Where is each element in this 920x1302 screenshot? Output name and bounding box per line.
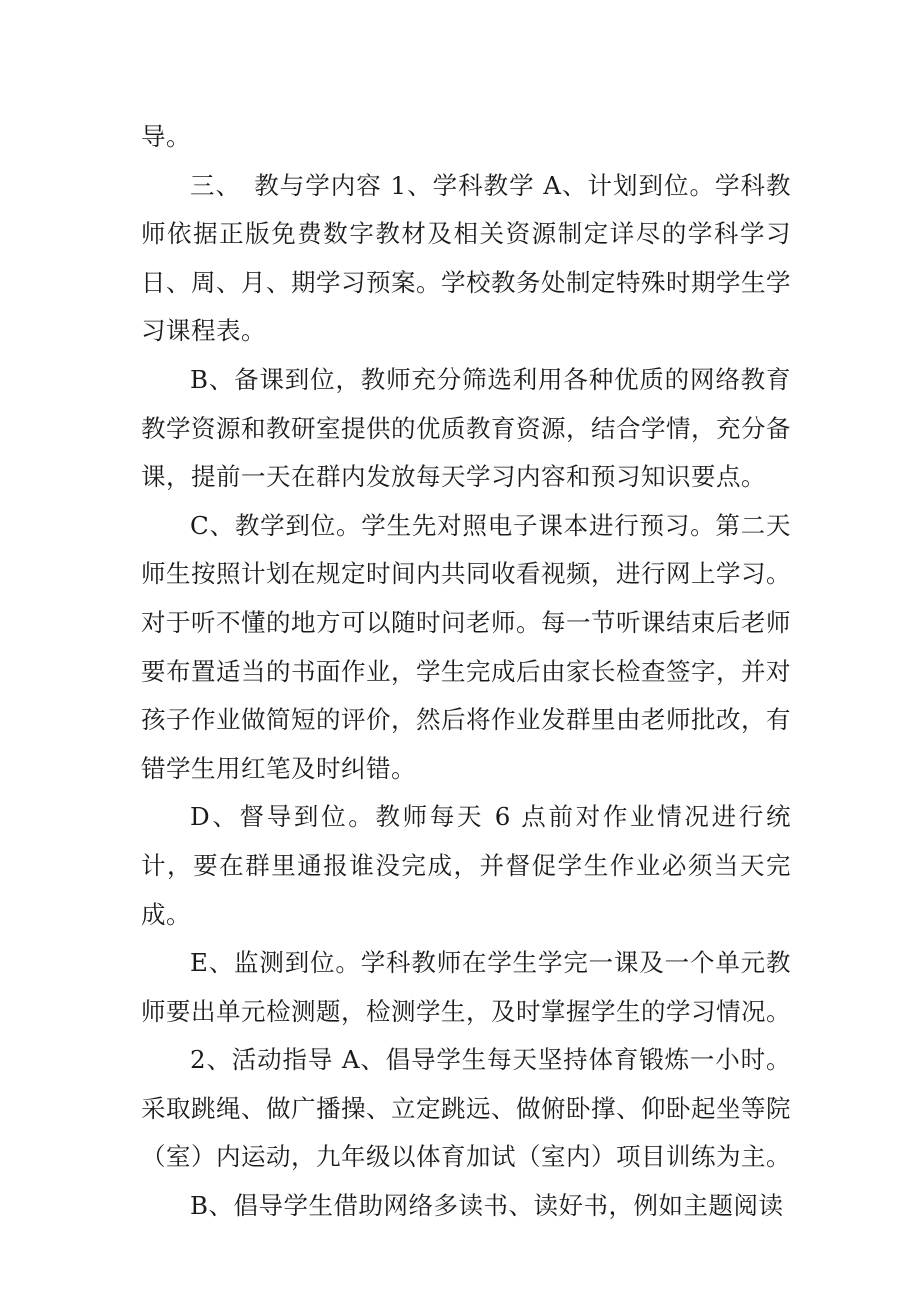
document-body [141, 113, 791, 1231]
paragraph-reading: B、倡导学生借助网络多读书、读好书，例如主题阅读 [190, 1191, 784, 1221]
paragraph-supervision: D、督导到位。教师每天 6 点前对作业情况进行统计，要在群里通报谁没完成，并督促学生作业必须当天完成。 [141, 802, 791, 929]
paragraph-activity-guidance: 2、活动指导 A、倡导学生每天坚持体育锻炼一小时。采取跳绳、做广播操、立定跳远、做俯卧撑、仰卧起坐等院（室）内运动，九年级以体育加试（室内）项目训练为主。 [141, 1045, 791, 1172]
paragraph-monitoring: E、监测到位。学科教师在学生学完一课及一个单元教师要出单元检测题，检测学生，及时掌握学生的学习情况。 [141, 948, 791, 1026]
paragraph-continuation: 导。 [141, 122, 191, 151]
paragraph-section-three: 三、 教与学内容 1、学科教学 A、计划到位。学科教师依据正版免费数字教材及相关资源制定详尽的学科学习日、周、月、期学习预案。学校教务处制定特殊时期学生学习课程表。 [141, 170, 791, 346]
paragraph-teaching: C、教学到位。学生先对照电子课本进行预习。第二天师生按照计划在规定时间内共同收看视频，进行网上学习。对于听不懂的地方可以随时问老师。每一节听课结束后老师要布置适当的书面作业，学生完成后由家长检查签字，并对孩子作业做简短的评价，然后将作业发群里由老师批改，有错学生用红笔及时纠错。 [141, 510, 791, 783]
paragraph-lesson-prep: B、备课到位，教师充分筛选利用各种优质的网络教育教学资源和教研室提供的优质教育资源，结合学情，充分备课，提前一天在群内发放每天学习内容和预习知识要点。 [141, 364, 791, 492]
